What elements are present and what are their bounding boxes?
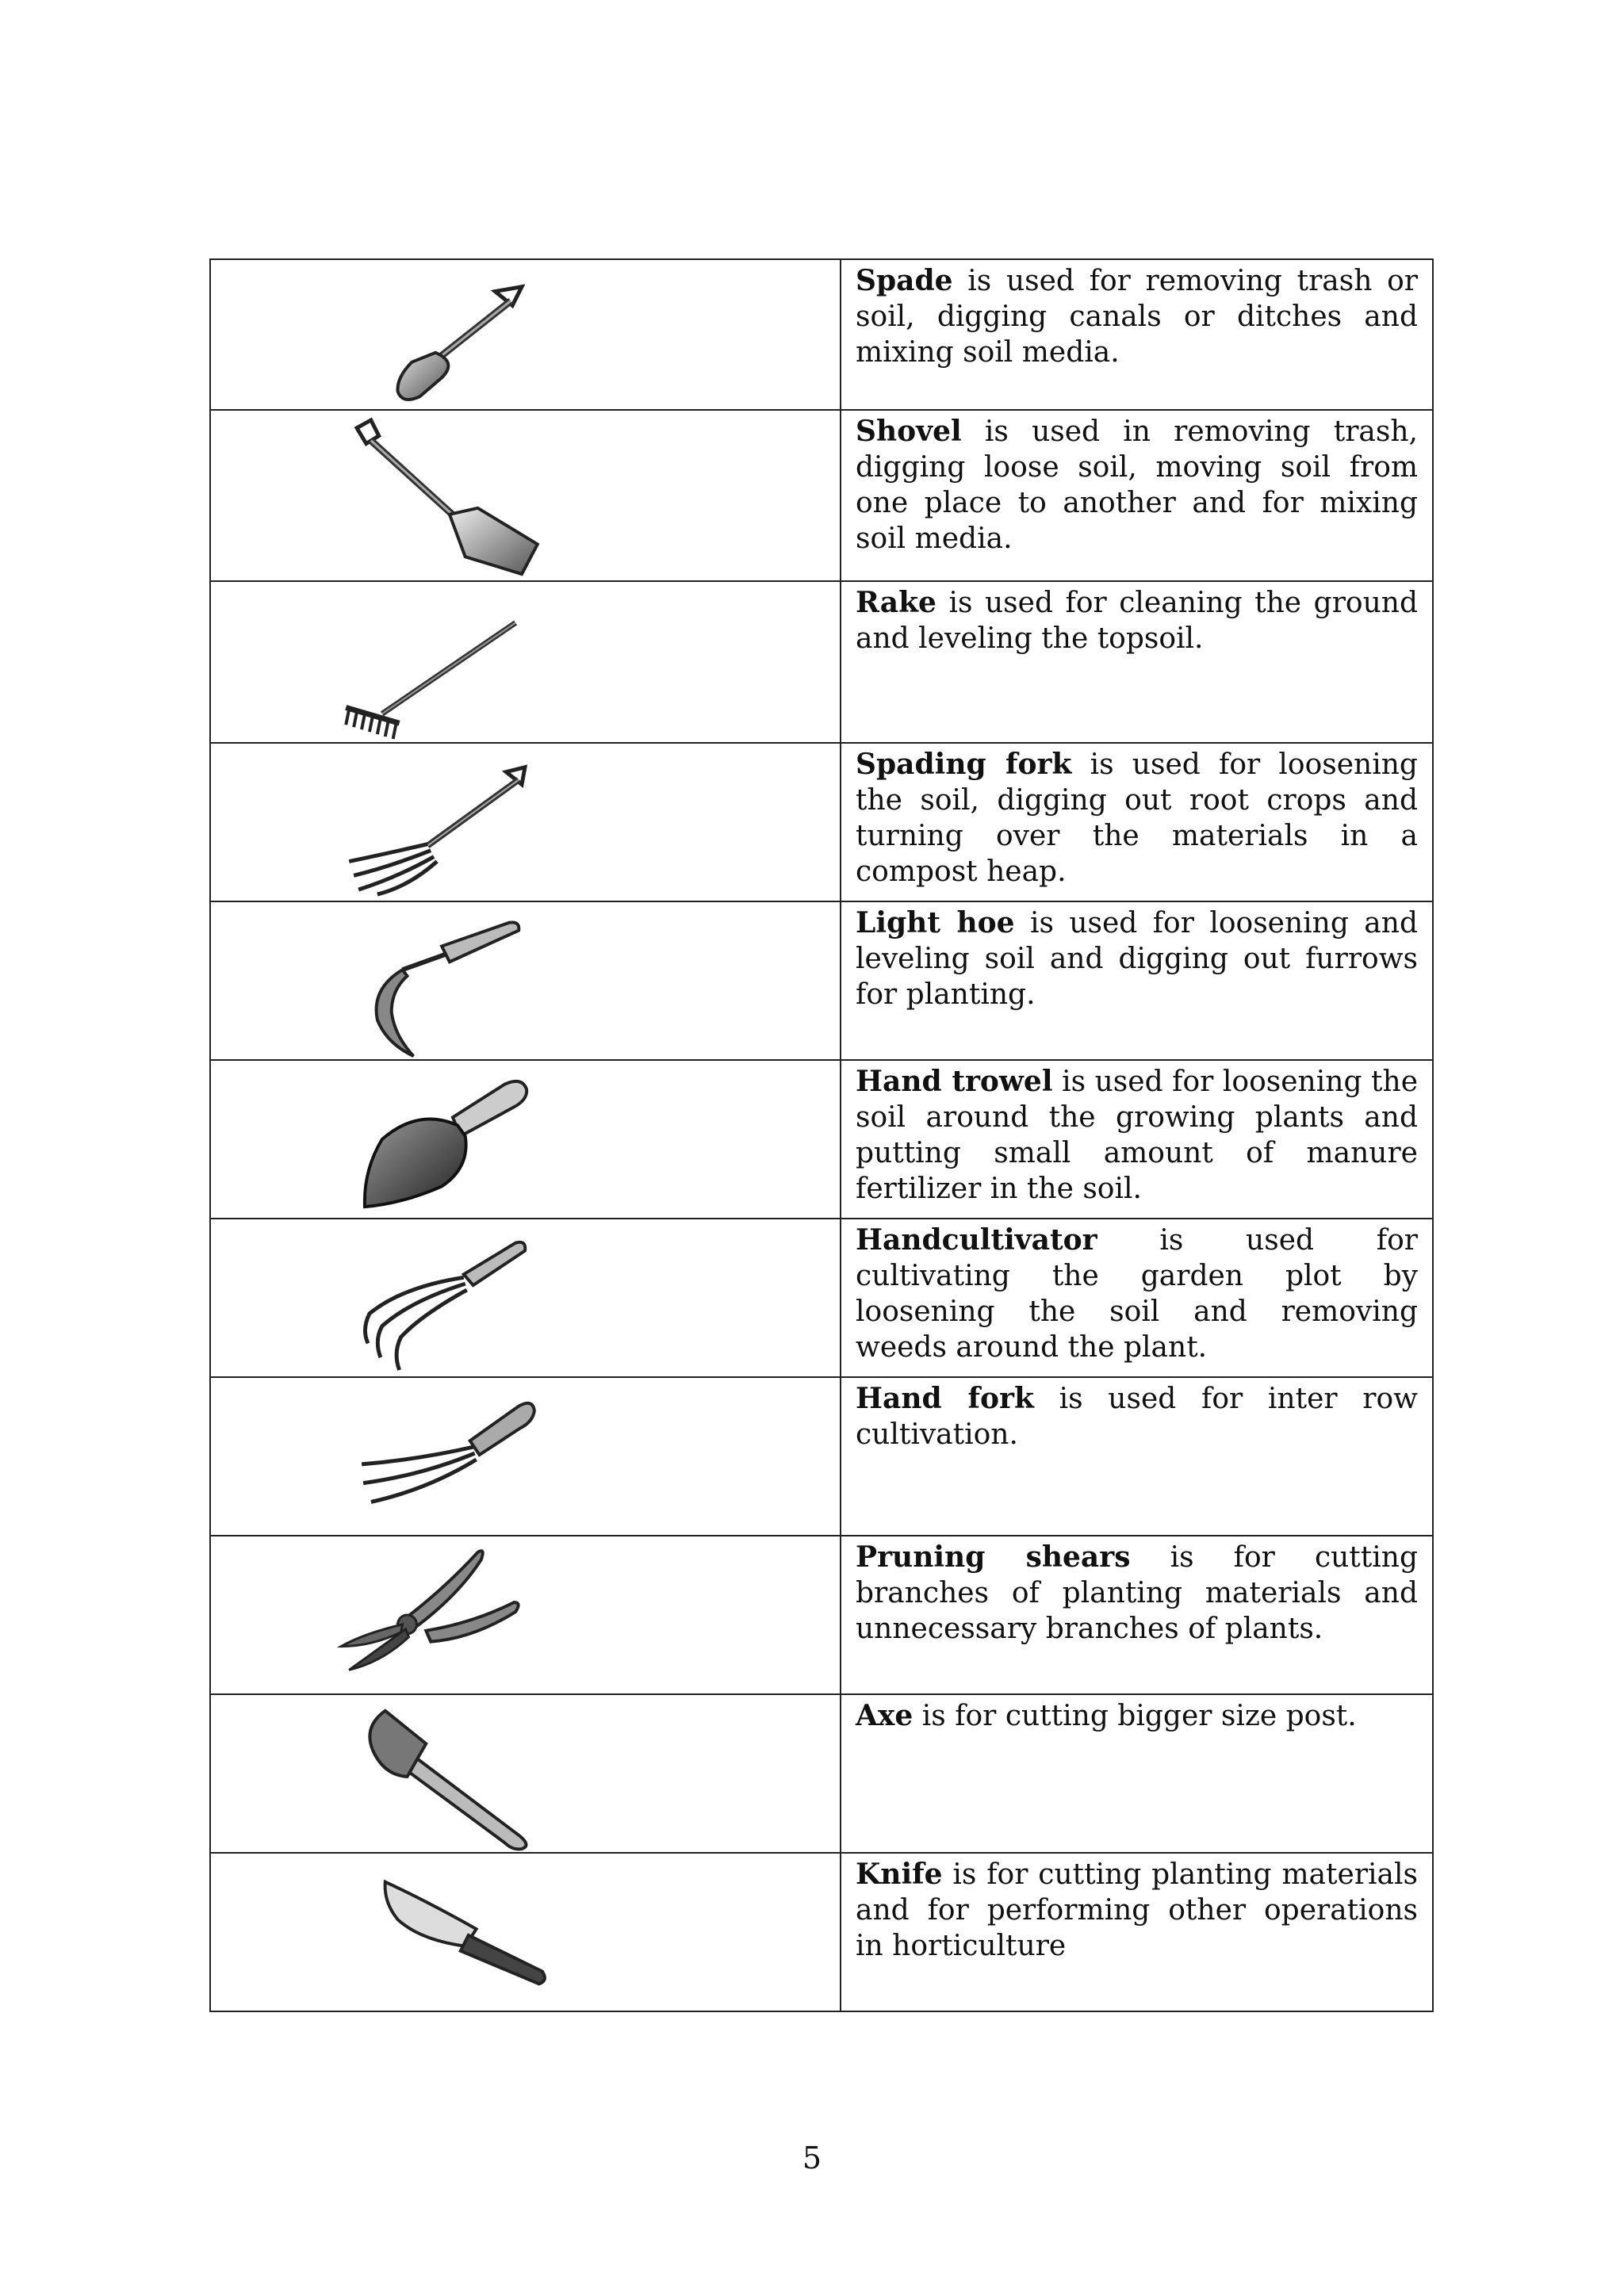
table-row xyxy=(210,1377,1433,1536)
tool-text: is used for loosening the soil around the growing plants and putting small amount of manure fertilizer in the soil. xyxy=(856,1066,1418,1205)
page-number: 5 xyxy=(802,2141,822,2175)
tool-description-cell xyxy=(841,901,1433,1060)
pruning-shears-icon xyxy=(211,1536,840,1693)
hand-cultivator-icon xyxy=(211,1219,840,1376)
tool-image-cell xyxy=(210,1536,841,1694)
tool-name: Light hoe xyxy=(856,906,1015,939)
tool-description-cell xyxy=(841,1377,1433,1536)
tool-name: Rake xyxy=(856,586,936,619)
tool-name: Knife xyxy=(856,1858,943,1891)
tool-text: is used in removing trash, digging loose soil, moving soil from one place to another and for mixing soil media. xyxy=(856,415,1418,555)
tool-description xyxy=(856,905,1418,1012)
tool-description xyxy=(856,414,1418,557)
tool-name: Pruning shears xyxy=(856,1540,1131,1574)
tool-text: is for cutting bigger size post. xyxy=(913,1700,1357,1732)
tool-description-cell xyxy=(841,1219,1433,1377)
axe-icon xyxy=(211,1695,840,1852)
table-row xyxy=(210,1536,1433,1694)
tool-name: Spading fork xyxy=(856,748,1072,781)
spade-icon xyxy=(211,260,840,409)
tool-image-cell xyxy=(210,1060,841,1219)
tool-description-cell xyxy=(841,1060,1433,1219)
tool-image-cell xyxy=(210,581,841,743)
tool-description-cell xyxy=(841,1853,1433,2011)
tool-description-cell xyxy=(841,743,1433,901)
tool-image-cell xyxy=(210,1853,841,2011)
tool-image-cell xyxy=(210,1377,841,1536)
tool-description xyxy=(856,1064,1418,1207)
tool-name: Hand fork xyxy=(856,1382,1034,1415)
tool-name: Axe xyxy=(856,1699,914,1732)
tool-description-cell xyxy=(841,1536,1433,1694)
tool-image-cell xyxy=(210,410,841,581)
tool-image-cell xyxy=(210,901,841,1060)
table-row xyxy=(210,581,1433,743)
tool-text: is used for inter row cultivation. xyxy=(856,1383,1418,1451)
tool-description xyxy=(856,1540,1418,1647)
table-row xyxy=(210,1060,1433,1219)
tool-name: Spade xyxy=(856,264,953,297)
table-row xyxy=(210,259,1433,410)
tool-description xyxy=(856,1698,1418,1734)
tool-text: is used for loosening the soil, digging out root crops and turning over the materials in a compost heap. xyxy=(856,748,1418,888)
tool-description-cell xyxy=(841,259,1433,410)
table-row xyxy=(210,901,1433,1060)
tool-name: Hand trowel xyxy=(856,1065,1053,1098)
tool-description xyxy=(856,747,1418,890)
tool-name: Handcultivator xyxy=(856,1223,1097,1257)
tool-description xyxy=(856,263,1418,370)
hand-fork-icon xyxy=(211,1378,840,1535)
tool-description-cell xyxy=(841,1694,1433,1853)
tool-text: is used for removing trash or soil, digging canals or ditches and mixing soil media. xyxy=(856,265,1418,369)
tool-description-cell xyxy=(841,581,1433,743)
rake-icon xyxy=(211,582,840,742)
tool-text: is used for loosening and leveling soil and digging out furrows for planting. xyxy=(856,907,1418,1011)
tool-image-cell xyxy=(210,743,841,901)
light-hoe-icon xyxy=(211,902,840,1059)
shovel-icon xyxy=(211,411,840,580)
tool-text: is used for cleaning the ground and leveling the topsoil. xyxy=(856,587,1418,655)
tool-image-cell xyxy=(210,259,841,410)
spading-fork-icon xyxy=(211,744,840,901)
table-row xyxy=(210,743,1433,901)
tool-description xyxy=(856,585,1418,656)
table-row xyxy=(210,1219,1433,1377)
table-row xyxy=(210,410,1433,581)
tool-description xyxy=(856,1223,1418,1365)
tool-image-cell xyxy=(210,1219,841,1377)
knife-icon xyxy=(211,1854,840,2011)
tool-text: is for cutting planting materials and for performing other operations in horticulture xyxy=(856,1858,1418,1962)
table-row xyxy=(210,1694,1433,1853)
tool-description xyxy=(856,1857,1418,1964)
tool-description xyxy=(856,1381,1418,1452)
tool-text: is for cutting branches of planting materials and unnecessary branches of plants. xyxy=(856,1541,1418,1645)
tool-image-cell xyxy=(210,1694,841,1853)
tool-text: is used for cultivating the garden plot by loosening the soil and removing weeds around the plant. xyxy=(856,1224,1418,1364)
tools-table xyxy=(209,258,1434,2012)
tool-description-cell xyxy=(841,410,1433,581)
table-row xyxy=(210,1853,1433,2011)
hand-trowel-icon xyxy=(211,1061,840,1218)
tool-name: Shovel xyxy=(856,415,962,448)
